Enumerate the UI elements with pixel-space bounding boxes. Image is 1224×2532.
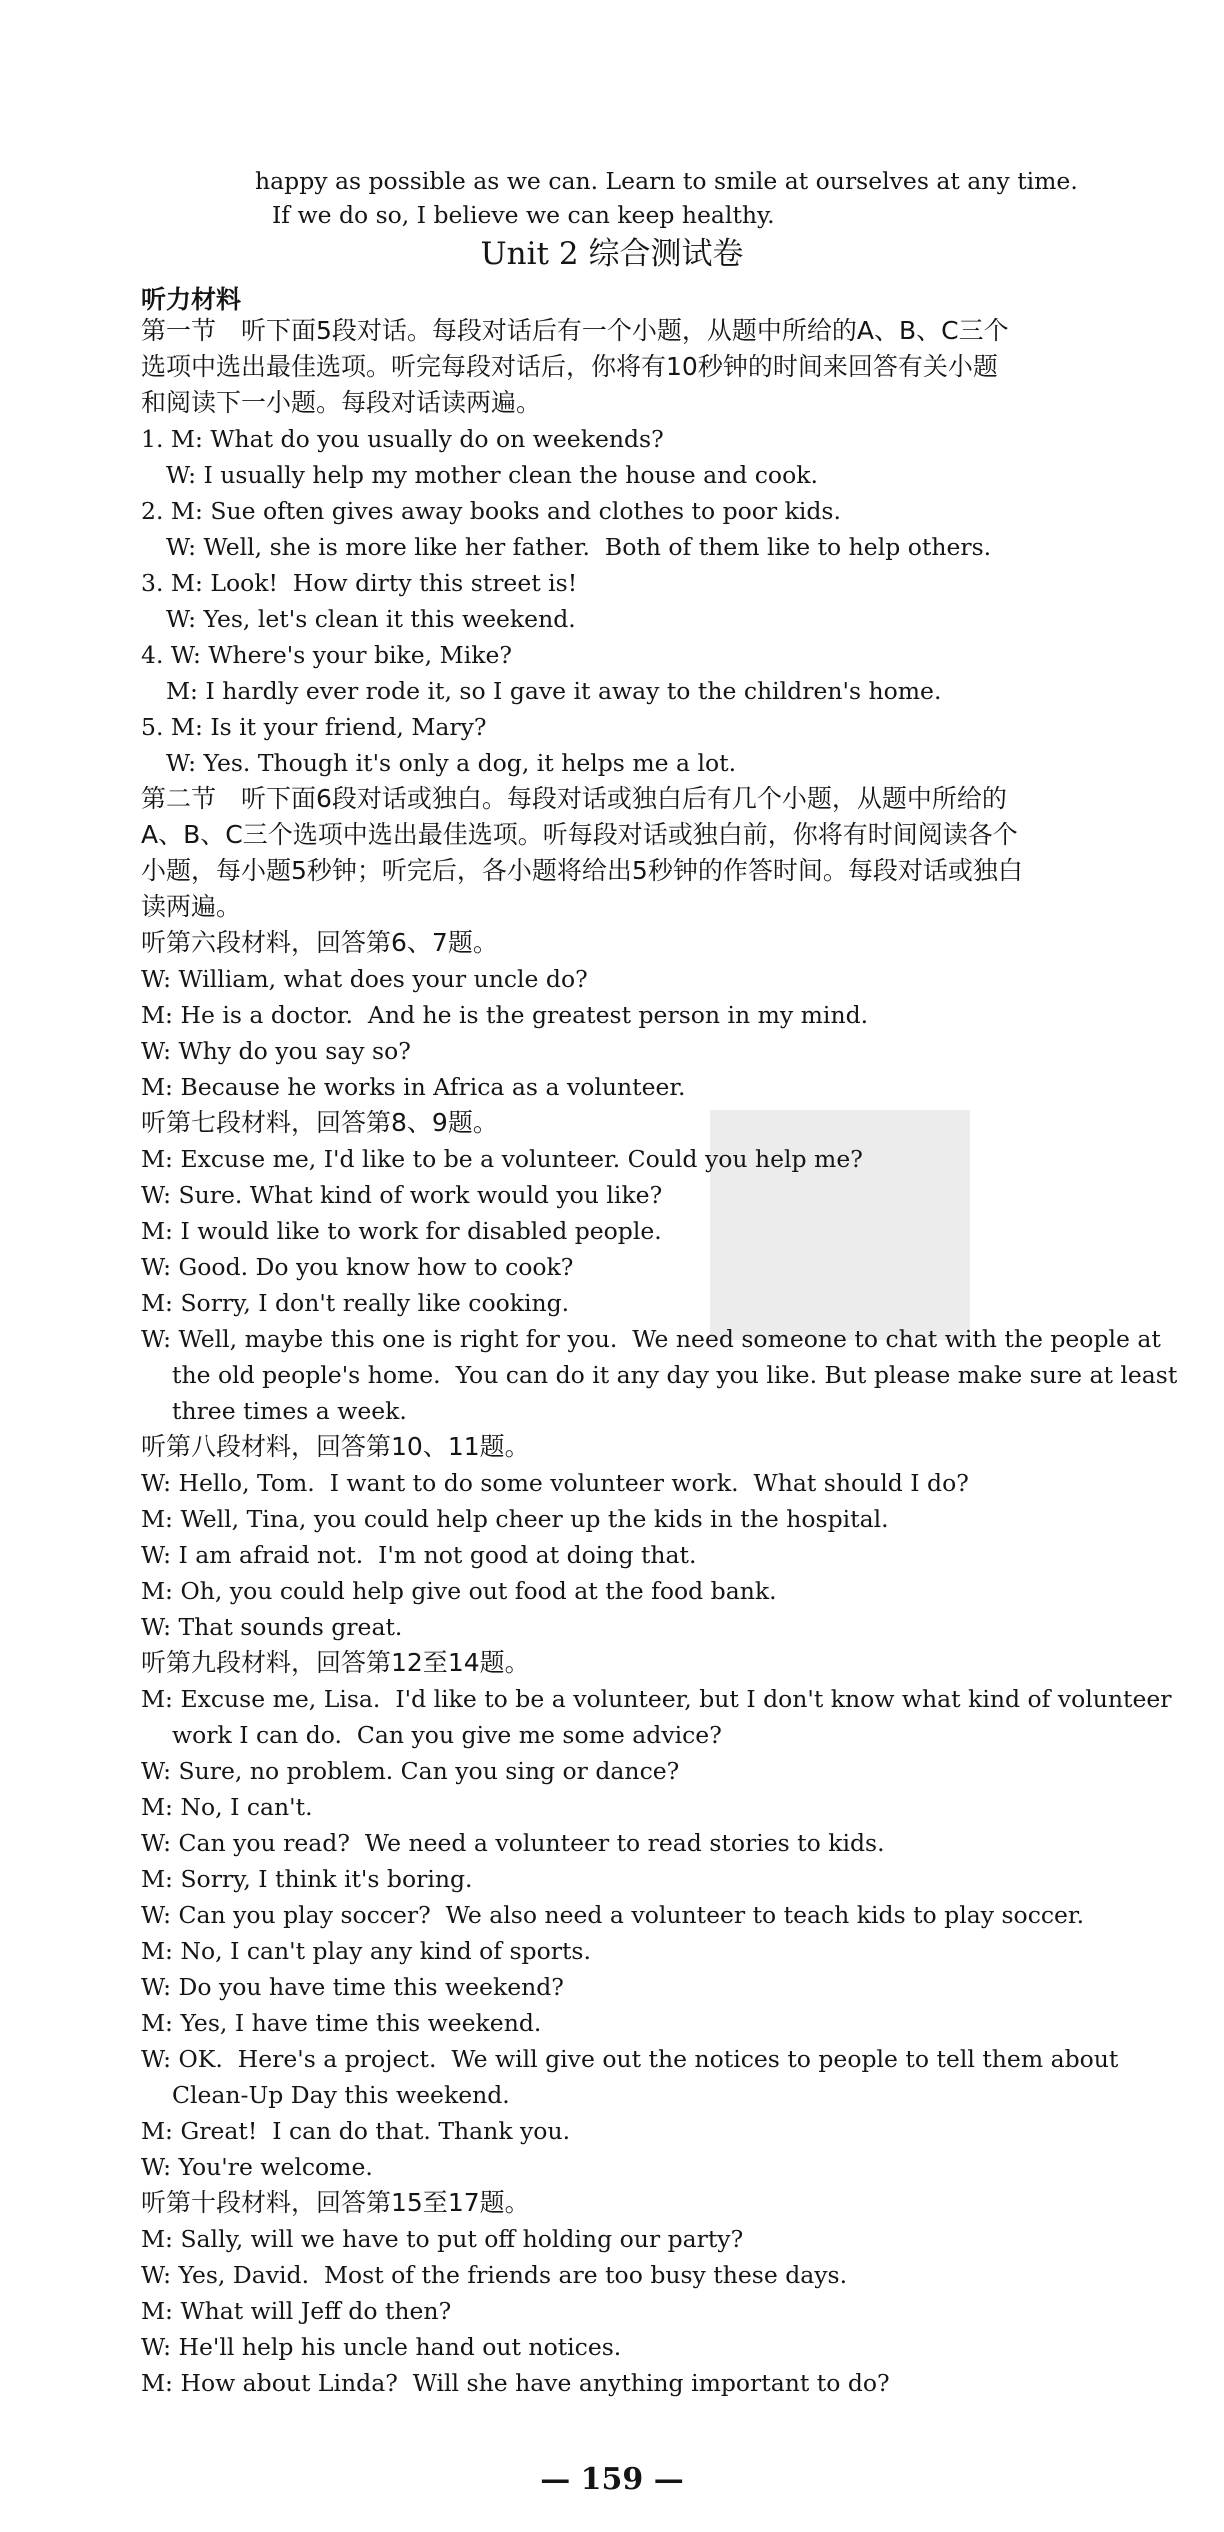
dialogue-line: 3. M: Look! How dirty this street is! — [141, 569, 578, 597]
dialogue-line: 1. M: What do you usually do on weekends? — [141, 425, 664, 453]
passage-heading: 听第十段材料，回答第15至17题。 — [141, 2188, 530, 2217]
passage-heading: 听第八段材料，回答第10、11题。 — [141, 1432, 530, 1461]
section-label: 听力材料 — [141, 285, 242, 314]
dialogue-line: W: William, what does your uncle do? — [141, 965, 588, 993]
dialogue-line: M: Well, Tina, you could help cheer up the kids in the hospital. — [141, 1505, 889, 1533]
dialogue-line: 4. W: Where's your bike, Mike? — [141, 641, 512, 669]
page-title: Unit 2 综合测试卷 — [480, 236, 744, 272]
dialogue-line: W: Good. Do you know how to cook? — [141, 1253, 574, 1281]
dialogue-line: W: Yes, David. Most of the friends are too busy these days. — [141, 2261, 848, 2289]
continuation-line: If we do so, I believe we can keep healthy. — [272, 201, 775, 229]
dialogue-line: W: Sure. What kind of work would you like? — [141, 1181, 663, 1209]
dialogue-line: W: Yes. Though it's only a dog, it helps me a lot. — [166, 749, 737, 777]
dialogue-line: 2. M: Sue often gives away books and clothes to poor kids. — [141, 497, 841, 525]
page-number: — 159 — — [540, 2462, 684, 2497]
dialogue-line: M: He is a doctor. And he is the greatest person in my mind. — [141, 1001, 869, 1029]
dialogue-line: W: He'll help his uncle hand out notices. — [141, 2333, 622, 2361]
dialogue-line: W: Sure, no problem. Can you sing or dance? — [141, 1757, 680, 1785]
dialogue-line: 5. M: Is it your friend, Mary? — [141, 713, 487, 741]
dialogue-line: M: Great! I can do that. Thank you. — [141, 2117, 571, 2145]
dialogue-line: M: Excuse me, I'd like to be a volunteer. Could you help me? — [141, 1145, 863, 1173]
dialogue-line: three times a week. — [172, 1397, 407, 1425]
dialogue-line: W: Do you have time this weekend? — [141, 1973, 564, 2001]
passage-heading: 听第七段材料，回答第8、9题。 — [141, 1108, 498, 1137]
dialogue-line: M: How about Linda? Will she have anything important to do? — [141, 2369, 890, 2397]
dialogue-line: W: Can you read? We need a volunteer to read stories to kids. — [141, 1829, 885, 1857]
dialogue-line: M: Sorry, I think it's boring. — [141, 1865, 473, 1893]
instruction-line: 读两遍。 — [141, 892, 242, 921]
dialogue-line: M: No, I can't. — [141, 1793, 313, 1821]
dialogue-line: W: Hello, Tom. I want to do some volunteer work. What should I do? — [141, 1469, 969, 1497]
dialogue-line: M: I hardly ever rode it, so I gave it away to the children's home. — [166, 677, 942, 705]
dialogue-line: M: Yes, I have time this weekend. — [141, 2009, 542, 2037]
dialogue-line: M: Because he works in Africa as a volunteer. — [141, 1073, 686, 1101]
dialogue-line: M: No, I can't play any kind of sports. — [141, 1937, 591, 1965]
dialogue-line: W: Well, maybe this one is right for you. We need someone to chat with the people at — [141, 1325, 1161, 1353]
dialogue-line: W: Well, she is more like her father. Both of them like to help others. — [166, 533, 992, 561]
passage-heading: 听第六段材料，回答第6、7题。 — [141, 928, 498, 957]
dialogue-line: W: Yes, let's clean it this weekend. — [166, 605, 576, 633]
instruction-line: 第二节 听下面6段对话或独白。每段对话或独白后有几个小题，从题中所给的 — [141, 784, 1007, 813]
dialogue-line: Clean-Up Day this weekend. — [172, 2081, 510, 2109]
dialogue-line: M: Sally, will we have to put off holding our party? — [141, 2225, 744, 2253]
dialogue-line: M: What will Jeff do then? — [141, 2297, 452, 2325]
dialogue-line: M: Excuse me, Lisa. I'd like to be a volunteer, but I don't know what kind of volunteer — [141, 1685, 1172, 1713]
dialogue-line: W: That sounds great. — [141, 1613, 403, 1641]
passage-heading: 听第九段材料，回答第12至14题。 — [141, 1648, 530, 1677]
dialogue-line: W: Why do you say so? — [141, 1037, 411, 1065]
instruction-line: 和阅读下一小题。每段对话读两遍。 — [141, 388, 542, 417]
dialogue-line: W: Can you play soccer? We also need a volunteer to teach kids to play soccer. — [141, 1901, 1085, 1929]
dialogue-line: M: I would like to work for disabled people. — [141, 1217, 662, 1245]
watermark-logo — [690, 1090, 990, 1360]
dialogue-line: W: You're welcome. — [141, 2153, 373, 2181]
dialogue-line: the old people's home. You can do it any day you like. But please make sure at least — [172, 1361, 1178, 1389]
dialogue-line: W: I am afraid not. I'm not good at doing that. — [141, 1541, 697, 1569]
instruction-line: 小题，每小题5秒钟；听完后，各小题将给出5秒钟的作答时间。每段对话或独白 — [141, 856, 1023, 885]
dialogue-line: W: OK. Here's a project. We will give out the notices to people to tell them about — [141, 2045, 1119, 2073]
dialogue-line: W: I usually help my mother clean the house and cook. — [166, 461, 818, 489]
instruction-line: 第一节 听下面5段对话。每段对话后有一个小题，从题中所给的A、B、C三个 — [141, 316, 1009, 345]
instruction-line: A、B、C三个选项中选出最佳选项。听每段对话或独白前，你将有时间阅读各个 — [141, 820, 1018, 849]
continuation-line: happy as possible as we can. Learn to smile at ourselves at any time. — [255, 167, 1078, 195]
dialogue-line: M: Oh, you could help give out food at the food bank. — [141, 1577, 777, 1605]
dialogue-line: work I can do. Can you give me some advice? — [172, 1721, 722, 1749]
dialogue-line: M: Sorry, I don't really like cooking. — [141, 1289, 570, 1317]
instruction-line: 选项中选出最佳选项。听完每段对话后，你将有10秒钟的时间来回答有关小题 — [141, 352, 998, 381]
